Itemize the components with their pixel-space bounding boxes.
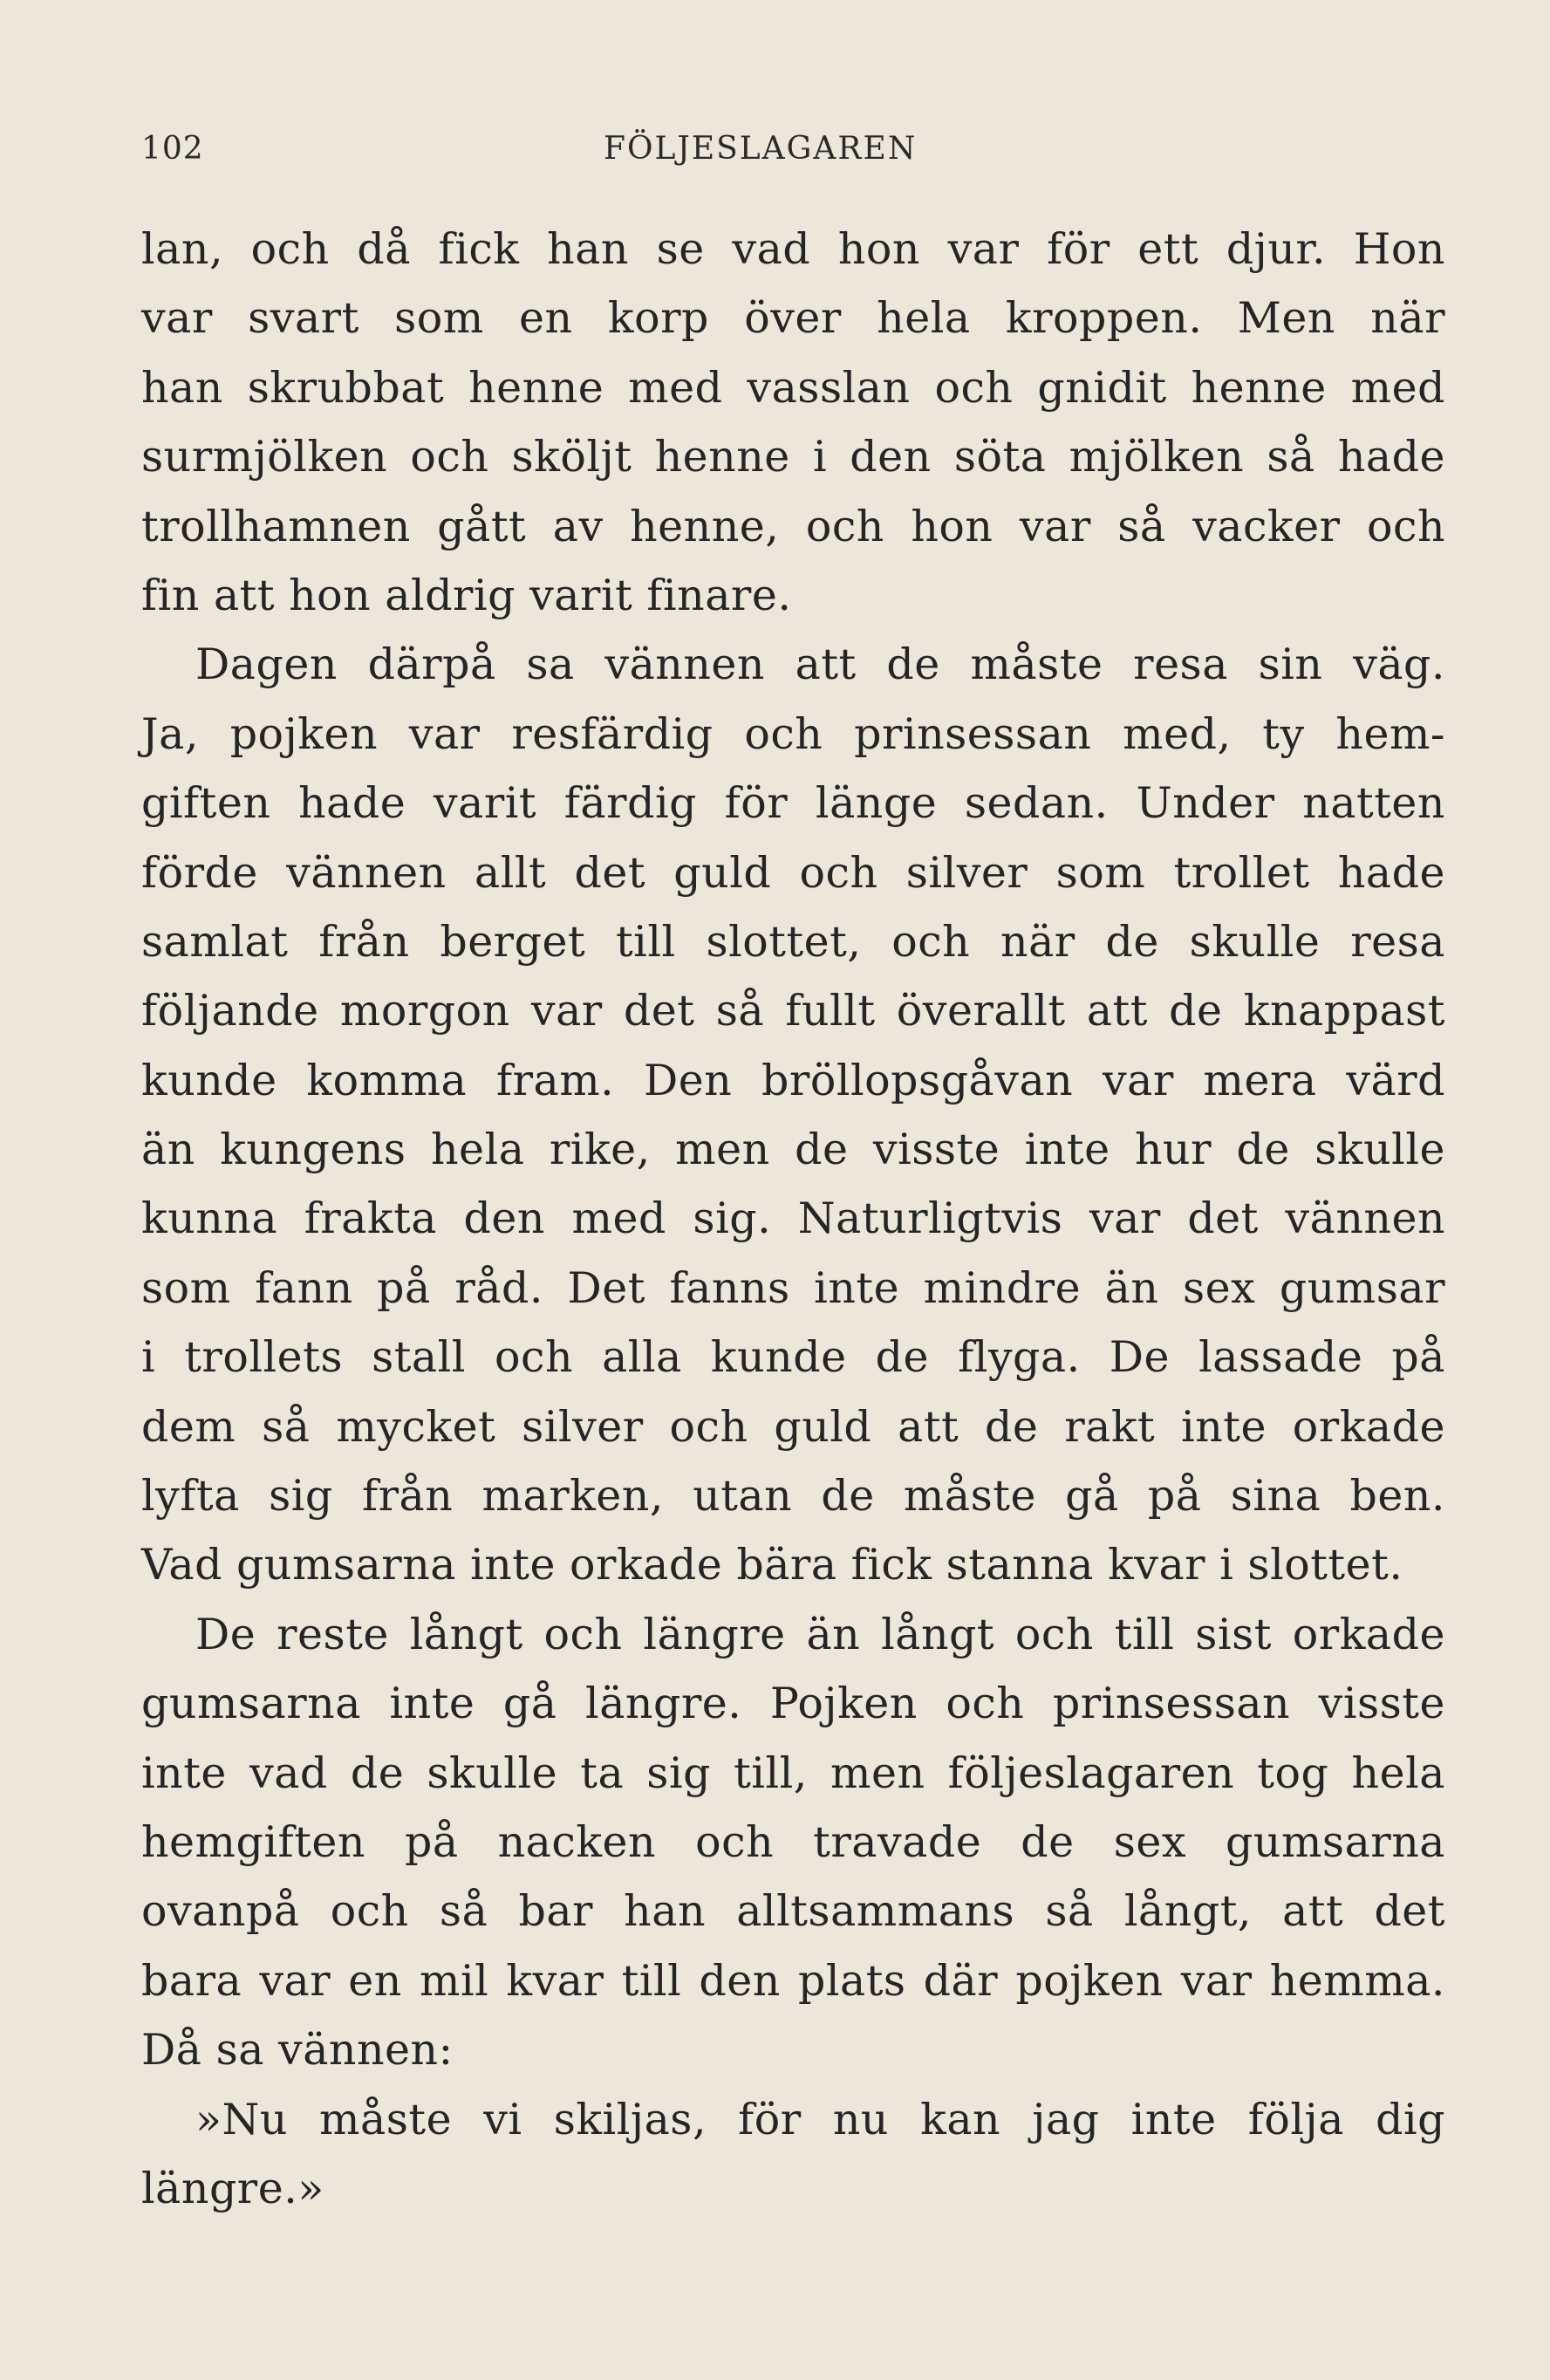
text-line: än kungens hela rike, men de visste inte hur de skulle: [141, 1125, 1445, 1175]
text-line: gumsarna inte gå längre. Pojken och prinsessan visste: [141, 1679, 1445, 1729]
page-number: 102: [141, 131, 204, 167]
text-line: Ja, pojken var resfärdig och prinsessan med, ty hem-: [141, 708, 1445, 759]
text-line: längre.»: [141, 2163, 324, 2213]
text-line: Dagen därpå sa vännen att de måste resa sin väg.: [195, 639, 1445, 690]
text-line: De reste långt och längre än långt och till sist orkade: [195, 1609, 1445, 1659]
text-line: följande morgon var det så fullt överallt att de knappast: [141, 986, 1445, 1036]
text-line: dem så mycket silver och guld att de rakt inte orkade: [141, 1401, 1445, 1452]
text-line: hemgiften på nacken och travade de sex gumsarna: [141, 1816, 1445, 1867]
text-line: kunna frakta den med sig. Naturligtvis var det vännen: [141, 1193, 1445, 1244]
text-line: i trollets stall och alla kunde de flyga. De lassade på: [141, 1332, 1445, 1383]
text-line: lan, och då fick han se vad hon var för ett djur. Hon: [141, 224, 1445, 274]
text-line: som fann på råd. Det fanns inte mindre än sex gumsar: [141, 1262, 1445, 1313]
text-line: Då sa vännen:: [141, 2025, 454, 2076]
running-title: FÖLJESLAGAREN: [604, 131, 918, 167]
text-line: lyfta sig från marken, utan de måste gå på sina ben.: [141, 1471, 1445, 1522]
text-line: giften hade varit färdig för länge sedan. Under natten: [141, 778, 1445, 829]
text-line: bara var en mil kvar till den plats där pojken var hemma.: [141, 1955, 1445, 2006]
text-line: kunde komma fram. Den bröllopsgåvan var mera värd: [141, 1055, 1445, 1105]
text-line: inte vad de skulle ta sig till, men följeslagaren tog hela: [141, 1747, 1445, 1798]
text-line: han skrubbat henne med vasslan och gnidit henne med: [141, 362, 1445, 413]
text-line: var svart som en korp över hela kroppen. Men när: [141, 293, 1445, 344]
text-line: Vad gumsarna inte orkade bära fick stanna kvar i slottet.: [141, 1540, 1403, 1590]
text-line: trollhamnen gått av henne, och hon var så vacker och: [141, 501, 1445, 551]
text-line: förde vännen allt det guld och silver som trollet hade: [141, 847, 1445, 898]
text-line: »Nu måste vi skiljas, för nu kan jag inte följa dig: [195, 2094, 1445, 2144]
text-line: ovanpå och så bar han alltsammans så långt, att det: [141, 1886, 1445, 1937]
text-line: fin att hon aldrig varit finare.: [141, 570, 792, 620]
text-line: samlat från berget till slottet, och när de skulle resa: [141, 916, 1445, 967]
text-line: surmjölken och sköljt henne i den söta mjölken så hade: [141, 432, 1445, 482]
body-text: [141, 215, 1445, 2223]
page-header: [141, 131, 1450, 183]
